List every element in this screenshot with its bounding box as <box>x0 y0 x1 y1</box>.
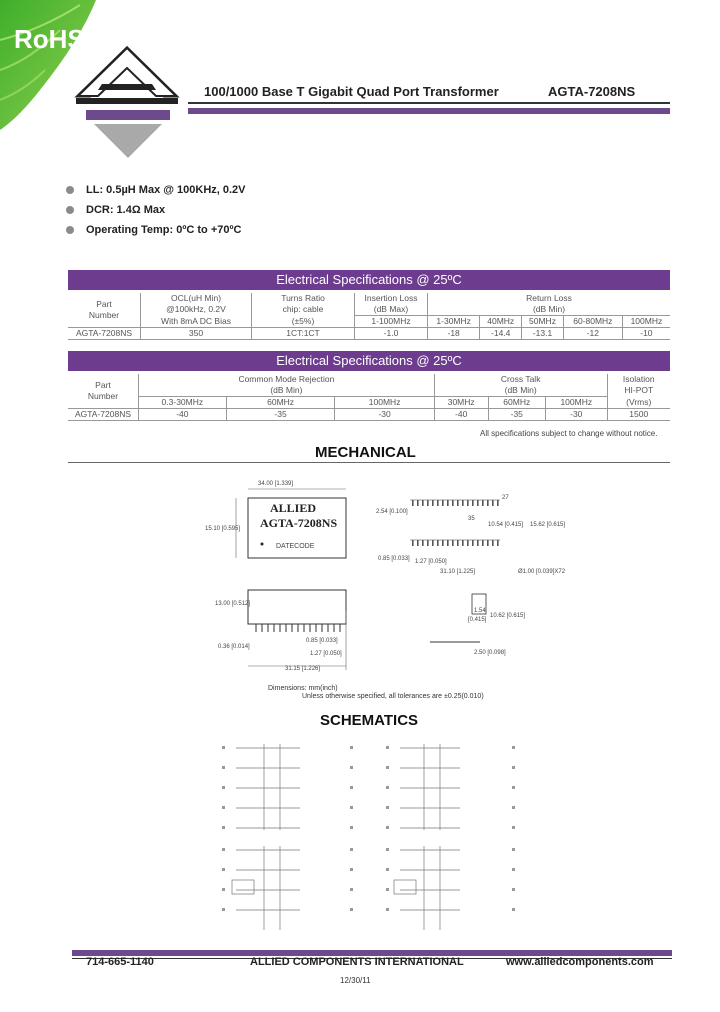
feature-item: Operating Temp: 0ºC to +70ºC <box>66 220 246 240</box>
mechanical-drawing <box>0 472 720 702</box>
feature-item: LL: 0.5µH Max @ 100KHz, 0.2V <box>66 180 246 200</box>
dim-pad-dia: Ø1.00 [0.039]X72 <box>518 569 566 575</box>
part-number: AGTA-7208NS <box>548 84 636 99</box>
footer-date: 12/30/11 <box>340 976 371 985</box>
col-part-header: Part Number <box>88 299 120 320</box>
mechanical-title: MECHANICAL <box>315 444 416 461</box>
header-accent-bar <box>188 108 670 114</box>
bullet-icon <box>66 186 74 194</box>
dim-edge-a: 1.54 <box>474 608 486 614</box>
dim-pin-pitch: 2.54 [0.100] <box>376 509 408 515</box>
allied-logo-icon <box>72 44 182 160</box>
spec-banner-1: Electrical Specifications @ 25ºC <box>68 270 670 290</box>
dim-side-height: 13.00 [0.512] <box>215 601 251 607</box>
electrical-spec-table-2: Part Number Common Mode Rejection Cross Talk Isolation (dB Min) (dB Min) HI-POT 0.3-30MHz 60MHz 100MHz 30MHz 60MHz 100MHz (Vrms) AGTA-7208NS -40 -35 -30 -40 -35 -30 1500 <box>68 374 670 421</box>
feature-list <box>66 180 246 240</box>
schematic-diagram <box>0 730 720 950</box>
dim-side-a: 10.54 [0.415] <box>488 522 524 528</box>
bullet-icon <box>66 226 74 234</box>
dim-side-b: 15.62 [0.615] <box>530 522 566 528</box>
dim-foot-len: 31.10 [1.225] <box>440 569 476 575</box>
header-rule <box>188 102 670 104</box>
dim-top-width: 34.00 [1.339] <box>258 481 294 487</box>
electrical-spec-table-1: Part Number OCL(uH Min) Turns Ratio Insertion Loss Return Loss @100kHz, 0.2V chip: cable (dB Max) (dB Min) With 8mA DC Bias (±5%) 1-100MHz 1-30MHz 40MHz 50MHz 60-80MHz 100MHz AGTA-7208NS 350 1CT:1CT -1.0 -18 -14.4 -13.1 -12 -10 <box>68 293 670 340</box>
footer-website[interactable]: www.alliedcomponents.com <box>506 956 654 968</box>
footer-phone: 714-665-1140 <box>86 956 154 968</box>
footer-company: ALLIED COMPONENTS INTERNATIONAL <box>250 956 464 968</box>
dim-height-left: 15.10 [0.595] <box>205 526 241 532</box>
dim-lead: 0.36 [0.014] <box>218 644 250 650</box>
spec-banner-2: Electrical Specifications @ 25ºC <box>68 351 670 371</box>
mech-brand: ALLIED <box>270 501 317 515</box>
dim-edge-c: 10.62 [0.615] <box>490 613 526 619</box>
dim-seat: 2.50 [0.098] <box>474 650 506 656</box>
dim-pad: 0.85 [0.033] <box>378 556 410 562</box>
mech-part: AGTA-7208NS <box>260 516 338 530</box>
dim-lead-b: 0.85 [0.033] <box>306 638 338 644</box>
dim-pitch-b: 1.27 [0.050] <box>310 651 342 657</box>
pin1-dot-icon <box>261 543 264 546</box>
mech-datecode: DATECODE <box>276 543 315 550</box>
pin-label-top: 27 <box>502 495 509 501</box>
bullet-icon <box>66 206 74 214</box>
pin-label-bottom: 35 <box>468 516 475 522</box>
feature-item: DCR: 1.4Ω Max <box>66 200 246 220</box>
dim-edge-b: [0.415] <box>468 617 487 623</box>
table-row: AGTA-7208NS 350 1CT:1CT -1.0 -18 -14.4 -13.1 -12 -10 <box>68 328 670 340</box>
section-divider <box>68 462 670 463</box>
page-title: 100/1000 Base T Gigabit Quad Port Transformer <box>204 84 499 99</box>
spec-note: All specifications subject to change without notice. <box>480 429 658 438</box>
rohs-badge: RoHS <box>14 24 85 54</box>
mech-note-tolerance: Unless otherwise specified, all tolerances are ±0.25(0.010) <box>302 693 484 700</box>
dim-pad-pitch: 1.27 [0.050] <box>415 559 447 565</box>
col-part-header: Part Number <box>87 380 119 401</box>
dim-span-b: 31.15 [1.226] <box>285 666 321 672</box>
mech-note-units: Dimensions: mm(inch) <box>268 685 338 692</box>
schematics-title: SCHEMATICS <box>320 712 419 729</box>
table-row: AGTA-7208NS -40 -35 -30 -40 -35 -30 1500 <box>68 409 670 421</box>
